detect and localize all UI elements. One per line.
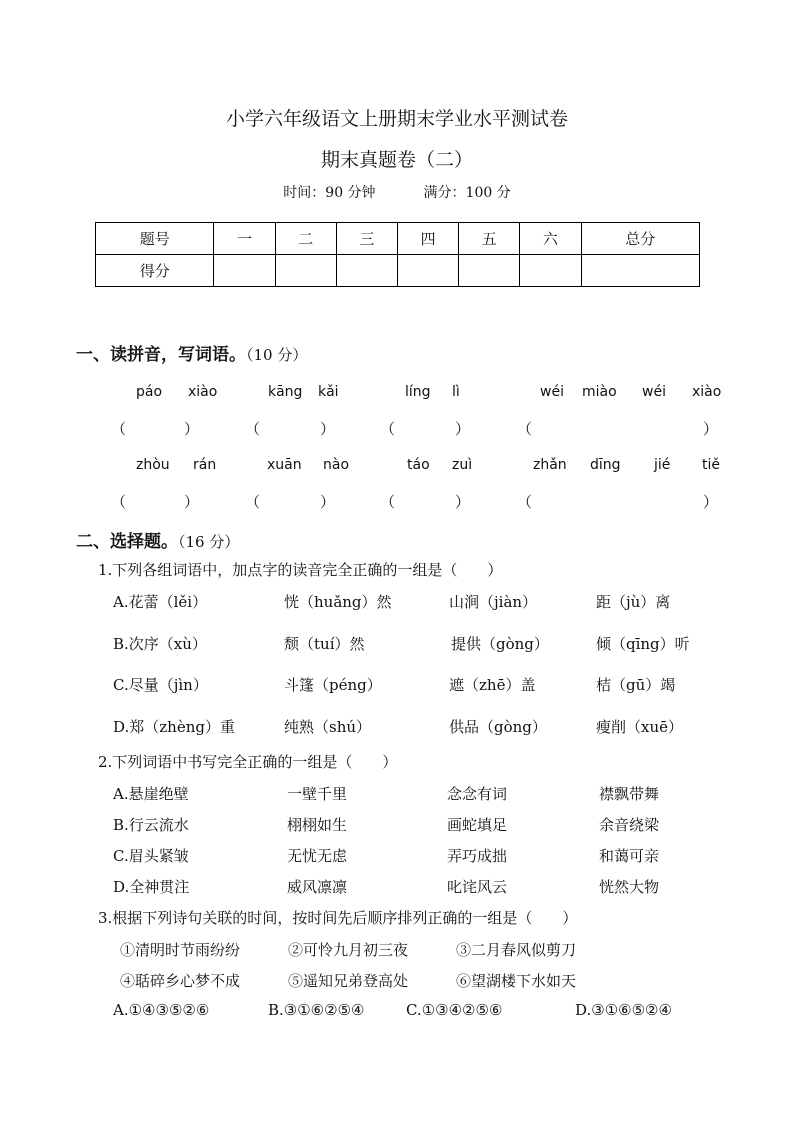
bracket-open: （ <box>245 420 261 438</box>
option: 纯熟（shú） <box>284 718 372 736</box>
option: C.眉头紧皱 <box>113 847 189 865</box>
bracket-close: ） <box>455 493 471 511</box>
pinyin: kǎi <box>318 384 339 400</box>
option: 桔（gū）竭 <box>596 676 676 694</box>
section1-heading <box>76 340 307 365</box>
question-1-stem: 1.下列各组词语中，加点字的读音完全正确的一组是（ ） <box>98 561 503 579</box>
bracket-close: ） <box>320 420 336 438</box>
option: A.悬崖绝壁 <box>113 785 189 803</box>
score-cell[interactable] <box>214 255 275 287</box>
option: 提供（gòng） <box>451 635 549 653</box>
table-cell: 一 <box>214 223 275 255</box>
option: 画蛇填足 <box>447 816 508 834</box>
poem-line: ④聒碎乡心梦不成 <box>120 972 241 990</box>
option: B.行云流水 <box>113 816 189 834</box>
answer-option: A.①④③⑤②⑥ <box>113 1001 210 1019</box>
bracket-open: （ <box>380 420 396 438</box>
section2-heading <box>76 527 239 552</box>
option: 恍然大物 <box>599 878 660 896</box>
option: 叱诧风云 <box>447 878 508 896</box>
pinyin: zuì <box>452 457 473 473</box>
option: 斗篷（péng） <box>284 676 382 694</box>
option: 余音绕梁 <box>599 816 660 834</box>
poem-line: ⑤遥知兄弟登高处 <box>288 972 409 990</box>
option: A.花蕾（lěi） <box>113 593 208 611</box>
answer-option: B.③①⑥②⑤④ <box>268 1001 365 1019</box>
pinyin: wéi <box>642 384 666 400</box>
pinyin: xiào <box>692 384 722 400</box>
poem-line: ⑥望湖楼下水如天 <box>456 972 577 990</box>
option: 瘦削（xuē） <box>596 718 683 736</box>
option: 弄巧成拙 <box>447 847 508 865</box>
pinyin: xuān <box>267 457 302 473</box>
bracket-open: （ <box>111 493 127 511</box>
score-table-score-row <box>96 255 700 287</box>
bracket-open: （ <box>517 420 533 438</box>
section1-title: 一、读拼音，写词语。 <box>76 345 246 365</box>
table-cell: 五 <box>459 223 520 255</box>
pinyin: kāng <box>268 384 303 400</box>
pinyin: lì <box>452 384 460 400</box>
exam-time: 时间：90 分钟 <box>283 185 376 201</box>
option: D.郑（zhèng）重 <box>113 718 235 736</box>
option: 襟飘带舞 <box>599 785 660 803</box>
pinyin: zhòu <box>136 457 170 473</box>
option: 遮（zhē）盖 <box>449 676 536 694</box>
pinyin: tiě <box>702 457 720 473</box>
table-cell: 二 <box>275 223 336 255</box>
page-subtitle: 期末真题卷（二） <box>320 149 473 171</box>
table-cell: 总分 <box>581 223 700 255</box>
pinyin: nào <box>323 457 350 473</box>
bracket-close: ） <box>320 493 336 511</box>
bracket-open: （ <box>245 493 261 511</box>
section1-points: （10 分） <box>246 346 308 364</box>
question-2-stem: 2.下列词语中书写完全正确的一组是（ ） <box>98 753 398 771</box>
poem-line: ②可怜九月初三夜 <box>288 941 409 959</box>
table-cell: 得分 <box>96 255 214 287</box>
question-3-stem: 3.根据下列诗句关联的时间，按时间先后顺序排列正确的一组是（ ） <box>98 909 578 927</box>
score-cell[interactable] <box>581 255 700 287</box>
score-cell[interactable] <box>397 255 458 287</box>
option: 颓（tuí）然 <box>284 635 365 653</box>
pinyin: rán <box>193 457 217 473</box>
option: 恍（huǎng）然 <box>284 593 392 611</box>
option: C.尽量（jìn） <box>113 676 208 694</box>
option: 无忧无虑 <box>287 847 348 865</box>
option: 倾（qīng）听 <box>596 635 690 653</box>
section2-points: （16 分） <box>178 533 240 551</box>
bracket-close: ） <box>703 493 719 511</box>
pinyin: zhǎn <box>533 457 567 473</box>
bracket-close: ） <box>703 420 719 438</box>
option: 栩栩如生 <box>287 816 348 834</box>
pinyin: miào <box>582 384 617 400</box>
pinyin: líng <box>405 384 431 400</box>
score-table-header-row <box>96 223 700 255</box>
pinyin: táo <box>407 457 430 473</box>
bracket-open: （ <box>380 493 396 511</box>
bracket-close: ） <box>184 493 200 511</box>
table-cell: 四 <box>397 223 458 255</box>
table-cell: 题号 <box>96 223 214 255</box>
bracket-close: ） <box>184 420 200 438</box>
pinyin: páo <box>136 384 163 400</box>
section2-title: 二、选择题。 <box>76 532 178 552</box>
exam-full-score: 满分：100 分 <box>423 185 511 201</box>
page-title: 小学六年级语文上册期末学业水平测试卷 <box>225 108 568 130</box>
exam-info <box>0 182 794 202</box>
answer-option: D.③①⑥⑤②④ <box>575 1001 672 1019</box>
pinyin: wéi <box>540 384 564 400</box>
score-cell[interactable] <box>336 255 397 287</box>
score-cell[interactable] <box>459 255 520 287</box>
option: 距（jù）离 <box>596 593 671 611</box>
option: 供品（gòng） <box>449 718 547 736</box>
pinyin: xiào <box>188 384 218 400</box>
table-cell: 三 <box>336 223 397 255</box>
option: 山涧（jiàn） <box>449 593 538 611</box>
pinyin: jié <box>654 457 671 473</box>
poem-line: ③二月春风似剪刀 <box>456 941 577 959</box>
option: B.次序（xù） <box>113 635 207 653</box>
score-cell[interactable] <box>520 255 581 287</box>
option: 和蔼可亲 <box>599 847 660 865</box>
answer-option: C.①③④②⑤⑥ <box>406 1001 503 1019</box>
bracket-open: （ <box>517 493 533 511</box>
bracket-open: （ <box>111 420 127 438</box>
option: 一壁千里 <box>287 785 348 803</box>
score-cell[interactable] <box>275 255 336 287</box>
score-table <box>95 222 700 287</box>
poem-line: ①清明时节雨纷纷 <box>120 941 241 959</box>
pinyin: dīng <box>590 457 621 473</box>
option: 威风凛凛 <box>287 878 348 896</box>
option: 念念有词 <box>447 785 508 803</box>
bracket-close: ） <box>455 420 471 438</box>
table-cell: 六 <box>520 223 581 255</box>
option: D.全神贯注 <box>113 878 190 896</box>
